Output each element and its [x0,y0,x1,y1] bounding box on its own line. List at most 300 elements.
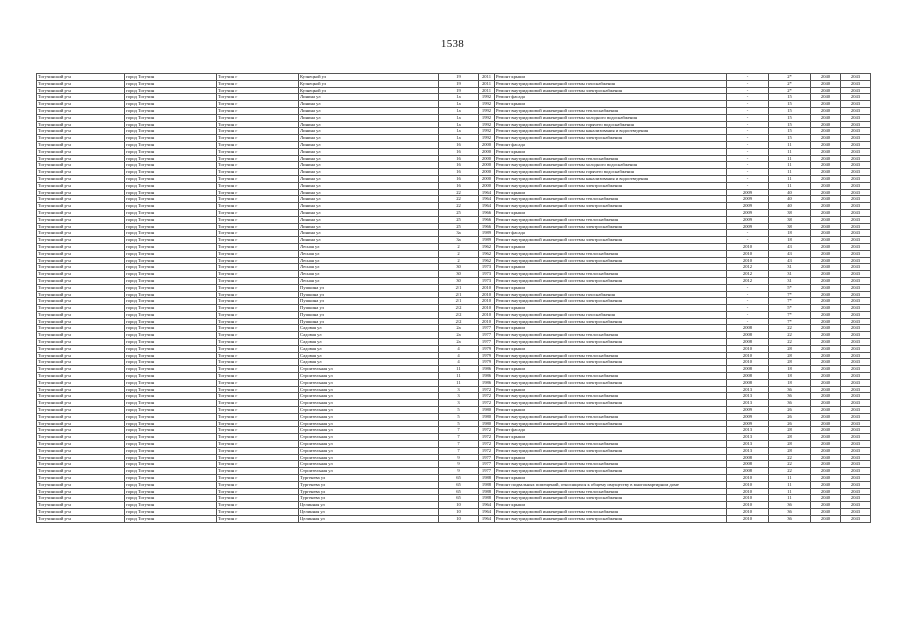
wear-cell: 11 [769,148,811,155]
settlement-cell: Тогучин г [217,305,299,312]
municipality-cell: город Тогучин [125,515,217,522]
work-type-cell: Ремонт крыши [495,148,727,155]
last-repair-cell: - [727,318,769,325]
start-year-cell: 2040 [811,502,841,509]
settlement-cell: Тогучин г [217,114,299,121]
wear-cell: 31 [769,277,811,284]
municipality-cell: город Тогучин [125,407,217,414]
street-cell: Пушкина ул [299,291,439,298]
start-year-cell: 2040 [811,114,841,121]
work-type-cell: Ремонт крыши [495,345,727,352]
house-cell: 22 [439,196,479,203]
work-type-cell: Ремонт внутридомовой инженерной системы теплоснабжения [495,441,727,448]
table-row [37,148,871,155]
end-year-cell: 2043 [841,135,871,142]
street-cell: Тургенева ул [299,481,439,488]
municipality-cell: город Тогучин [125,427,217,434]
house-cell: 65 [439,481,479,488]
last-repair-cell: - [727,94,769,101]
table-row [37,87,871,94]
settlement-cell: Тогучин г [217,325,299,332]
end-year-cell: 2043 [841,264,871,271]
table-row [37,386,871,393]
work-type-cell: Ремонт фасада [495,141,727,148]
house-cell: 19 [439,74,479,81]
street-cell: Лесная ул [299,264,439,271]
municipality-cell: город Тогучин [125,209,217,216]
municipality-cell: город Тогучин [125,339,217,346]
end-year-cell: 2043 [841,141,871,148]
settlement-cell: Тогучин г [217,475,299,482]
wear-cell: 18 [769,366,811,373]
end-year-cell: 2043 [841,447,871,454]
last-repair-cell: 2009 [727,196,769,203]
end-year-cell: 2043 [841,325,871,332]
end-year-cell: 2043 [841,175,871,182]
street-cell: Строительная ул [299,461,439,468]
table-row [37,325,871,332]
settlement-cell: Тогучин г [217,148,299,155]
work-type-cell: Ремонт крыши [495,434,727,441]
district-cell: Тогучинский р-н [37,209,125,216]
settlement-cell: Тогучин г [217,284,299,291]
municipality-cell: город Тогучин [125,468,217,475]
last-repair-cell: 2010 [727,243,769,250]
street-cell: Тургенева ул [299,475,439,482]
year-built-cell: 1992 [479,121,495,128]
street-cell: Кузнецкой ул [299,80,439,87]
wear-cell: 22 [769,461,811,468]
house-cell: 7 [439,447,479,454]
year-built-cell: 1980 [479,413,495,420]
last-repair-cell: 2008 [727,373,769,380]
end-year-cell: 2043 [841,379,871,386]
work-type-cell: Ремонт фасада [495,427,727,434]
work-type-cell: Ремонт внутридомовой инженерной системы электроснабжения [495,495,727,502]
last-repair-cell: - [727,87,769,94]
last-repair-cell: 2008 [727,454,769,461]
work-type-cell: Ремонт внутридомовой инженерной системы электроснабжения [495,400,727,407]
table-row [37,107,871,114]
start-year-cell: 2040 [811,74,841,81]
house-cell: 5 [439,413,479,420]
table-row [37,393,871,400]
municipality-cell: город Тогучин [125,135,217,142]
settlement-cell: Тогучин г [217,373,299,380]
district-cell: Тогучинский р-н [37,441,125,448]
municipality-cell: город Тогучин [125,284,217,291]
house-cell: 4 [439,359,479,366]
street-cell: Линина ул [299,175,439,182]
district-cell: Тогучинский р-н [37,352,125,359]
last-repair-cell: 2009 [727,189,769,196]
year-built-cell: 1964 [479,515,495,522]
end-year-cell: 2043 [841,305,871,312]
year-built-cell: 1962 [479,243,495,250]
house-cell: 9 [439,468,479,475]
start-year-cell: 2040 [811,413,841,420]
street-cell: Кузнецкой ул [299,74,439,81]
municipality-cell: город Тогучин [125,114,217,121]
street-cell: Линина ул [299,128,439,135]
work-type-cell: Ремонт внутридомовой инженерной системы электроснабжения [495,379,727,386]
wear-cell: 2* [769,80,811,87]
wear-cell: 31 [769,264,811,271]
work-type-cell: Ремонт внутридомовой инженерной системы газоснабжения [495,80,727,87]
end-year-cell: 2043 [841,257,871,264]
settlement-cell: Тогучин г [217,298,299,305]
street-cell: Пушкина ул [299,311,439,318]
municipality-cell: город Тогучин [125,169,217,176]
table-row [37,284,871,291]
last-repair-cell: - [727,291,769,298]
year-built-cell: 1988 [479,495,495,502]
wear-cell: 36 [769,393,811,400]
table-row [37,481,871,488]
year-built-cell: 2000 [479,169,495,176]
start-year-cell: 2040 [811,298,841,305]
year-built-cell: 1989 [479,230,495,237]
settlement-cell: Тогучин г [217,141,299,148]
settlement-cell: Тогучин г [217,121,299,128]
end-year-cell: 2043 [841,352,871,359]
table-row [37,400,871,407]
municipality-cell: город Тогучин [125,352,217,359]
last-repair-cell: - [727,230,769,237]
start-year-cell: 2040 [811,420,841,427]
work-type-cell: Ремонт фасада [495,94,727,101]
wear-cell: 7* [769,298,811,305]
municipality-cell: город Тогучин [125,386,217,393]
district-cell: Тогучинский р-н [37,277,125,284]
street-cell: Линина ул [299,223,439,230]
municipality-cell: город Тогучин [125,155,217,162]
last-repair-cell: 2008 [727,468,769,475]
settlement-cell: Тогучин г [217,209,299,216]
table-row [37,216,871,223]
last-repair-cell: 2008 [727,379,769,386]
work-type-cell: Ремонт внутридомовой инженерной системы электроснабжения [495,87,727,94]
district-cell: Тогучинский р-н [37,107,125,114]
municipality-cell: город Тогучин [125,230,217,237]
last-repair-cell: - [727,148,769,155]
end-year-cell: 2043 [841,298,871,305]
municipality-cell: город Тогучин [125,121,217,128]
work-type-cell: Ремонт внутридомовой инженерной системы электроснабжения [495,257,727,264]
end-year-cell: 2043 [841,243,871,250]
end-year-cell: 2043 [841,386,871,393]
street-cell: Строительная ул [299,427,439,434]
last-repair-cell: 2013 [727,400,769,407]
street-cell: Лесная ул [299,257,439,264]
wear-cell: 28 [769,345,811,352]
table-row [37,209,871,216]
street-cell: Линина ул [299,196,439,203]
end-year-cell: 2043 [841,468,871,475]
year-built-cell: 2011 [479,87,495,94]
work-type-cell: Ремонт подвальных помещений, относящихся к общему имуществу в многоквартирном доме [495,481,727,488]
house-cell: 11 [439,366,479,373]
wear-cell: 11 [769,141,811,148]
house-cell: 22 [439,189,479,196]
district-cell: Тогучинский р-н [37,515,125,522]
settlement-cell: Тогучин г [217,135,299,142]
house-cell: 2/2 [439,318,479,325]
start-year-cell: 2040 [811,373,841,380]
end-year-cell: 2043 [841,230,871,237]
settlement-cell: Тогучин г [217,461,299,468]
house-cell: 4 [439,352,479,359]
street-cell: Садовая ул [299,352,439,359]
street-cell: Тургенева ул [299,488,439,495]
year-built-cell: 1977 [479,454,495,461]
last-repair-cell: 2008 [727,332,769,339]
end-year-cell: 2043 [841,441,871,448]
last-repair-cell: - [727,80,769,87]
wear-cell: 5* [769,284,811,291]
last-repair-cell: 2008 [727,339,769,346]
last-repair-cell: 2008 [727,461,769,468]
settlement-cell: Тогучин г [217,155,299,162]
table-row [37,359,871,366]
settlement-cell: Тогучин г [217,230,299,237]
table-row [37,291,871,298]
house-cell: 22 [439,203,479,210]
district-cell: Тогучинский р-н [37,400,125,407]
table-row [37,169,871,176]
start-year-cell: 2040 [811,393,841,400]
house-cell: 5 [439,420,479,427]
wear-cell: 40 [769,189,811,196]
municipality-cell: город Тогучин [125,420,217,427]
year-built-cell: 1972 [479,447,495,454]
street-cell: Лесная ул [299,277,439,284]
last-repair-cell: 2013 [727,447,769,454]
settlement-cell: Тогучин г [217,515,299,522]
settlement-cell: Тогучин г [217,318,299,325]
settlement-cell: Тогучин г [217,447,299,454]
house-cell: 2 [439,257,479,264]
settlement-cell: Тогучин г [217,311,299,318]
work-type-cell: Ремонт крыши [495,284,727,291]
municipality-cell: город Тогучин [125,175,217,182]
start-year-cell: 2040 [811,189,841,196]
year-built-cell: 1992 [479,128,495,135]
table-row [37,373,871,380]
wear-cell: 15 [769,114,811,121]
house-cell: 2/1 [439,284,479,291]
last-repair-cell: 2013 [727,427,769,434]
start-year-cell: 2040 [811,250,841,257]
end-year-cell: 2043 [841,339,871,346]
year-built-cell: 2010 [479,318,495,325]
table-row [37,305,871,312]
start-year-cell: 2040 [811,141,841,148]
year-built-cell: 1992 [479,101,495,108]
street-cell: Строительная ул [299,441,439,448]
table-row [37,155,871,162]
table-row [37,74,871,81]
last-repair-cell: - [727,182,769,189]
end-year-cell: 2043 [841,509,871,516]
municipality-cell: город Тогучин [125,74,217,81]
wear-cell: 43 [769,250,811,257]
municipality-cell: город Тогучин [125,311,217,318]
work-type-cell: Ремонт крыши [495,502,727,509]
municipality-cell: город Тогучин [125,509,217,516]
last-repair-cell: - [727,162,769,169]
table-row [37,488,871,495]
house-cell: 2а [439,339,479,346]
end-year-cell: 2043 [841,488,871,495]
start-year-cell: 2040 [811,339,841,346]
wear-cell: 38 [769,223,811,230]
table-row [37,250,871,257]
work-type-cell: Ремонт крыши [495,264,727,271]
district-cell: Тогучинский р-н [37,366,125,373]
start-year-cell: 2040 [811,175,841,182]
work-type-cell: Ремонт внутридомовой инженерной системы теплоснабжения [495,250,727,257]
last-repair-cell: - [727,169,769,176]
house-cell: 3 [439,386,479,393]
house-cell: 65 [439,475,479,482]
last-repair-cell: 2012 [727,277,769,284]
wear-cell: 28 [769,352,811,359]
table-row [37,230,871,237]
wear-cell: 31 [769,271,811,278]
last-repair-cell: 2009 [727,420,769,427]
last-repair-cell: - [727,114,769,121]
house-cell: 11 [439,373,479,380]
house-cell: 1а [439,94,479,101]
street-cell: Целинная ул [299,502,439,509]
work-type-cell: Ремонт крыши [495,366,727,373]
settlement-cell: Тогучин г [217,291,299,298]
year-built-cell: 1964 [479,196,495,203]
start-year-cell: 2040 [811,481,841,488]
end-year-cell: 2043 [841,291,871,298]
work-type-cell: Ремонт внутридомовой инженерной системы электроснабжения [495,203,727,210]
house-cell: 25 [439,216,479,223]
settlement-cell: Тогучин г [217,495,299,502]
settlement-cell: Тогучин г [217,257,299,264]
end-year-cell: 2043 [841,318,871,325]
district-cell: Тогучинский р-н [37,101,125,108]
municipality-cell: город Тогучин [125,475,217,482]
municipality-cell: город Тогучин [125,318,217,325]
work-type-cell: Ремонт внутридомовой инженерной системы электроснабжения [495,420,727,427]
wear-cell: 15 [769,128,811,135]
end-year-cell: 2043 [841,162,871,169]
start-year-cell: 2040 [811,291,841,298]
last-repair-cell: 2013 [727,441,769,448]
end-year-cell: 2043 [841,332,871,339]
table-row [37,243,871,250]
last-repair-cell: 2010 [727,345,769,352]
work-type-cell: Ремонт внутридомовой инженерной системы теплоснабжения [495,373,727,380]
table-row [37,366,871,373]
street-cell: Линина ул [299,169,439,176]
district-cell: Тогучинский р-н [37,427,125,434]
settlement-cell: Тогучин г [217,434,299,441]
last-repair-cell: 2009 [727,413,769,420]
municipality-cell: город Тогучин [125,216,217,223]
last-repair-cell: - [727,298,769,305]
year-built-cell: 1964 [479,203,495,210]
street-cell: Линина ул [299,182,439,189]
end-year-cell: 2043 [841,182,871,189]
year-built-cell: 1972 [479,400,495,407]
year-built-cell: 2000 [479,141,495,148]
house-cell: 2а [439,332,479,339]
house-cell: 9 [439,454,479,461]
start-year-cell: 2040 [811,101,841,108]
last-repair-cell: - [727,305,769,312]
work-type-cell: Ремонт внутридомовой инженерной системы электроснабжения [495,447,727,454]
start-year-cell: 2040 [811,277,841,284]
table-row [37,311,871,318]
wear-cell: 36 [769,515,811,522]
end-year-cell: 2043 [841,237,871,244]
last-repair-cell: - [727,237,769,244]
start-year-cell: 2040 [811,243,841,250]
municipality-cell: город Тогучин [125,332,217,339]
street-cell: Линина ул [299,155,439,162]
wear-cell: 15 [769,101,811,108]
settlement-cell: Тогучин г [217,332,299,339]
end-year-cell: 2043 [841,373,871,380]
municipality-cell: город Тогучин [125,291,217,298]
wear-cell: 40 [769,203,811,210]
work-type-cell: Ремонт внутридомовой инженерной системы электроснабжения [495,318,727,325]
work-type-cell: Ремонт крыши [495,243,727,250]
district-cell: Тогучинский р-н [37,114,125,121]
work-type-cell: Ремонт внутридомовой инженерной системы теплоснабжения [495,393,727,400]
last-repair-cell: - [727,135,769,142]
end-year-cell: 2043 [841,515,871,522]
district-cell: Тогучинский р-н [37,175,125,182]
table-row [37,237,871,244]
street-cell: Строительная ул [299,400,439,407]
year-built-cell: 1992 [479,135,495,142]
settlement-cell: Тогучин г [217,359,299,366]
settlement-cell: Тогучин г [217,107,299,114]
table-row [37,141,871,148]
last-repair-cell: 2009 [727,203,769,210]
municipality-cell: город Тогучин [125,413,217,420]
district-cell: Тогучинский р-н [37,237,125,244]
start-year-cell: 2040 [811,257,841,264]
start-year-cell: 2040 [811,230,841,237]
table-row [37,203,871,210]
year-built-cell: 1972 [479,434,495,441]
work-type-cell: Ремонт внутридомовой инженерной системы теплоснабжения [495,488,727,495]
start-year-cell: 2040 [811,427,841,434]
wear-cell: 22 [769,332,811,339]
year-built-cell: 1973 [479,271,495,278]
house-cell: 25 [439,209,479,216]
municipality-cell: город Тогучин [125,325,217,332]
year-built-cell: 1979 [479,352,495,359]
district-cell: Тогучинский р-н [37,373,125,380]
table-row [37,339,871,346]
work-type-cell: Ремонт внутридомовой инженерной системы теплоснабжения [495,352,727,359]
work-type-cell: Ремонт внутридомовой инженерной системы канализования и водоотведения [495,175,727,182]
table-row [37,495,871,502]
work-type-cell: Ремонт крыши [495,475,727,482]
settlement-cell: Тогучин г [217,413,299,420]
wear-cell: 18 [769,230,811,237]
